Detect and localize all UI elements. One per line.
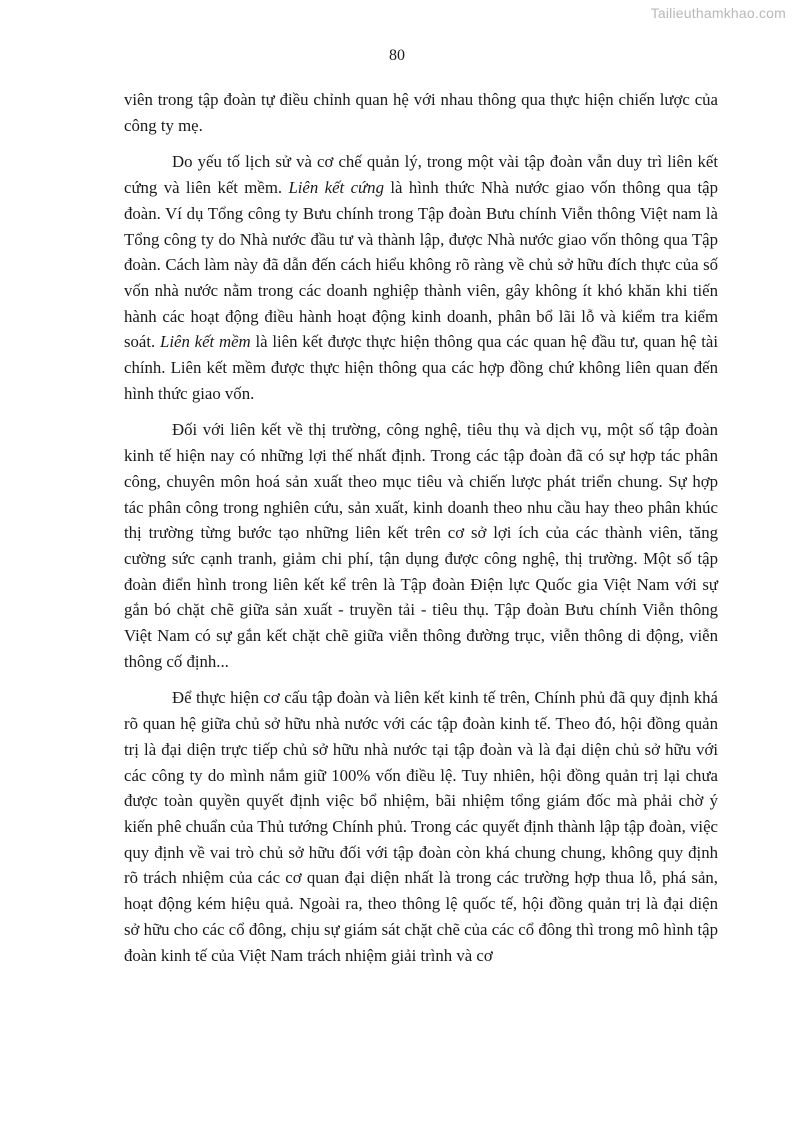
- text-segment: là liên kết được thực hiện thông qua các quan hệ đầu tư, quan hệ tài chính. Liên kết mềm được thực hiện thông qua các hợp đồng chứ không liên quan đến hình thức giao vốn.: [124, 332, 718, 403]
- text-segment: Để thực hiện cơ cấu tập đoàn và liên kết kinh tế trên, Chính phủ đã quy định khá rõ quan hệ giữa chủ sở hữu nhà nước với các tập đoàn kinh tế. Theo đó, hội đồng quản trị là đại diện trực tiếp chủ sở hữu nhà nước tại tập đoàn và là đại diện chủ sở hữu với các công ty do mình nắm giữ 100% vốn điều lệ. Tuy nhiên, hội đồng quản trị lại chưa được toàn quyền quyết định việc bổ nhiệm, bãi nhiệm tổng giám đốc mà phải chờ ý kiến phê chuẩn của Thủ tướng Chính phủ. Trong các quyết định thành lập tập đoàn, việc quy định về vai trò chủ sở hữu đối với tập đoàn còn khá chung chung, không quy định rõ trách nhiệm của các cơ quan đại diện nhất là trong các trường hợp thua lỗ, phá sản, hoạt động kém hiệu quả. Ngoài ra, theo thông lệ quốc tế, hội đồng quản trị là đại diện sở hữu cho các cổ đông, chịu sự giám sát chặt chẽ của các cổ đông thì trong mô hình tập đoàn kinh tế của Việt Nam trách nhiệm giải trình và cơ: [124, 688, 718, 965]
- text-segment: viên trong tập đoàn tự điều chỉnh quan hệ với nhau thông qua thực hiện chiến lược của công ty mẹ.: [124, 90, 718, 135]
- text-segment: Do yếu tố lịch sử và cơ chế quản lý, trong một vài tập đoàn vẫn duy trì liên kết cứng và liên kết mềm.: [124, 152, 718, 198]
- paragraph-1: [124, 87, 718, 138]
- page-number: 80: [389, 47, 405, 64]
- text-segment: là hình thức Nhà nước giao vốn thông qua tập đoàn. Ví dụ Tổng công ty Bưu chính trong Tập đoàn Bưu chính Viễn thông Việt nam là Tổng công ty do Nhà nước đầu tư và thành lập, được Nhà nước giao vốn thông qua Tập đoàn. Cách làm này đã dẫn đến cách hiểu không rõ ràng về chủ sở hữu đích thực của số vốn nhà nước nằm trong các doanh nghiệp thành viên, gây không ít khó khăn khi tiến hành các hoạt động điều hành hoạt động kinh doanh, phân bổ lãi lỗ và kiểm tra kiểm soát.: [124, 178, 719, 352]
- text-segment: Đối với liên kết về thị trường, công nghệ, tiêu thụ và dịch vụ, một số tập đoàn kinh tế hiện nay có những lợi thế nhất định. Trong các tập đoàn đã có sự hợp tác phân công, chuyên môn hoá sản xuất theo mục tiêu và chiến lược phát triển chung. Sự hợp tác phân công trong nghiên cứu, sản xuất, kinh doanh theo nhu cầu hay theo phân khúc thị trường từng bước tạo những liên kết trên cơ sở lợi ích của các thành viên, tăng cường sức cạnh tranh, giảm chi phí, tận dụng được công nghệ, thị trường. Một số tập đoàn điển hình trong liên kết kể trên là Tập đoàn Điện lực Quốc gia Việt Nam với sự gắn bó chặt chẽ giữa sản xuất - truyền tải - tiêu thụ. Tập đoàn Bưu chính Viễn thông Việt Nam có sự gắn kết chặt chẽ giữa viễn thông đường trục, viễn thông di động, viễn thông cố định...: [124, 420, 718, 671]
- italic-term-lien-ket-mem: Liên kết mềm: [160, 332, 251, 352]
- paragraph-2: [124, 149, 718, 406]
- paragraph-3: [124, 417, 718, 674]
- watermark-text: Tailieuthamkhao.com: [650, 5, 786, 21]
- document-body: [124, 87, 718, 968]
- italic-term-lien-ket-cung: Liên kết cứng: [288, 178, 384, 198]
- paragraph-4: [124, 685, 718, 968]
